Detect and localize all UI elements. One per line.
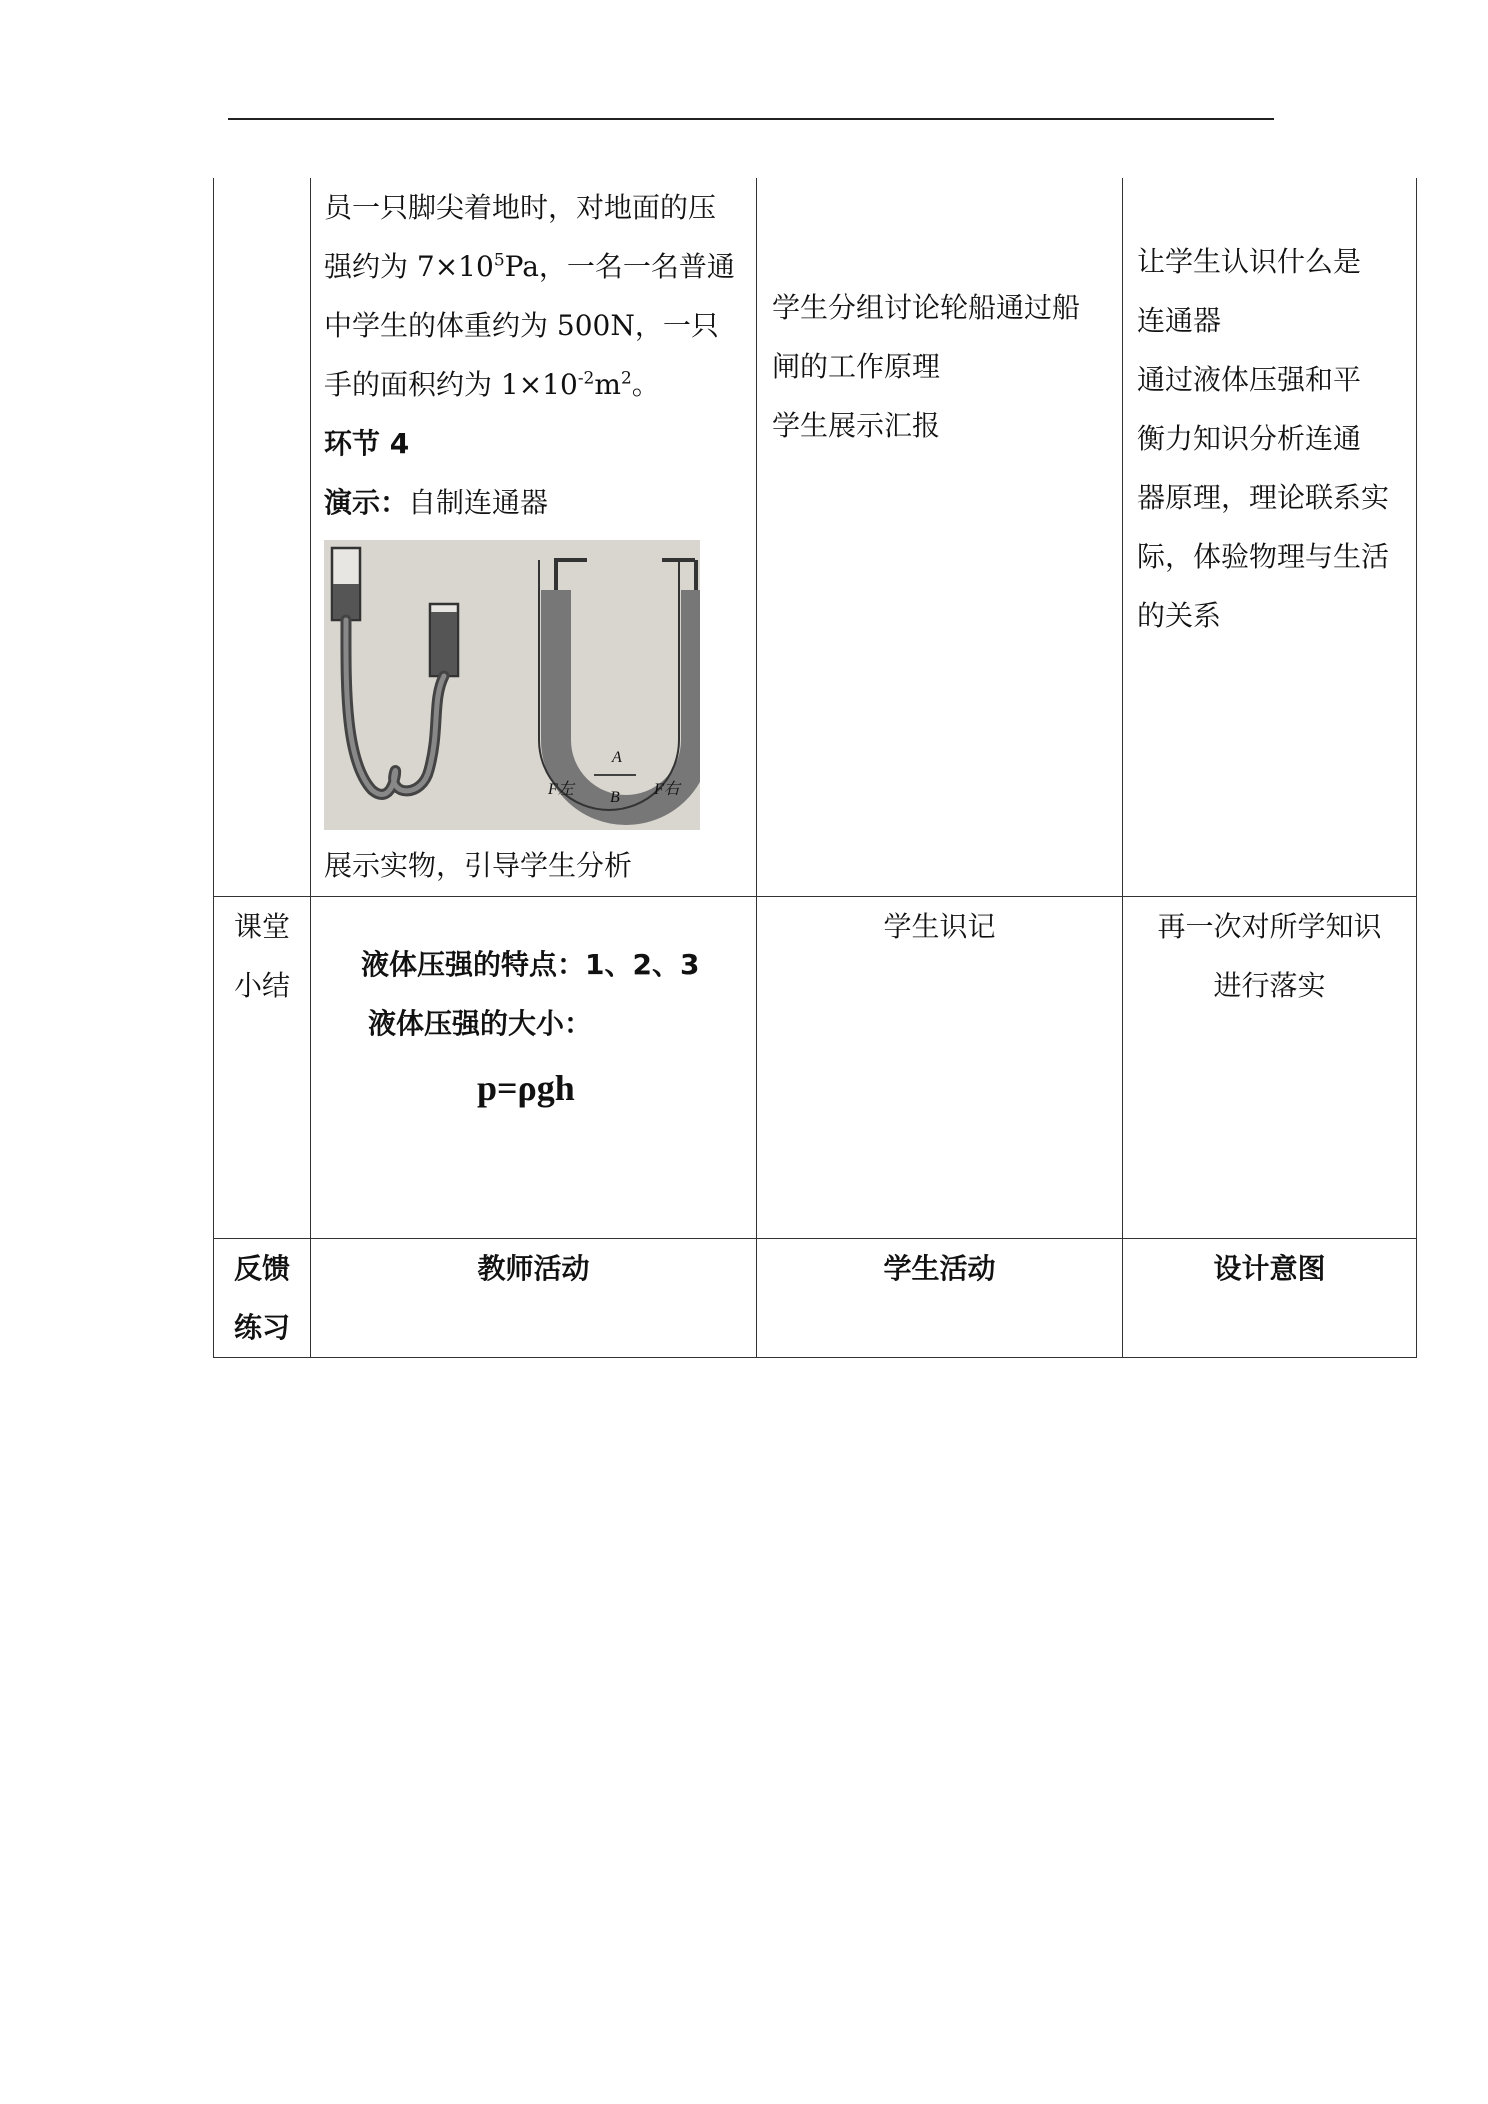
pressure-formula: p=ρgh: [477, 1068, 575, 1108]
stage-cell-empty: [214, 178, 311, 897]
svg-text:B: B: [610, 789, 620, 806]
intent-line-2: 连通器: [1137, 304, 1222, 337]
section-label: 环节 4: [324, 427, 410, 460]
teacher-line-1: 员一只脚尖着地时，对地面的压: [324, 191, 717, 224]
student-activity-cell: [757, 178, 1123, 897]
header-student-activity: 学生活动: [757, 1239, 1123, 1358]
student-line-2: 闸的工作原理: [772, 350, 941, 383]
summary-label-2: 小结: [233, 969, 290, 1002]
summary-teacher-cell: [311, 897, 757, 1239]
connected-vessel-photo: [324, 540, 700, 830]
student-line-1: 学生分组讨论轮船通过船: [772, 291, 1081, 324]
summary-row: [214, 897, 1417, 1239]
intent-line-4: 衡力知识分析连通: [1137, 422, 1362, 455]
feedback-row: [214, 1239, 1417, 1358]
intent-line-3: 通过液体压强和平: [1137, 363, 1362, 396]
svg-text:F左: F左: [548, 781, 574, 798]
demo-line: 演示：自制连通器: [324, 486, 549, 519]
feedback-label-1: 反馈: [233, 1252, 290, 1285]
summary-magnitude-line: 液体压强的大小：: [368, 1007, 593, 1040]
feedback-label-cell: [214, 1239, 311, 1358]
summary-student-text: 学生识记: [883, 910, 996, 943]
continued-row: [214, 178, 1417, 897]
summary-intent-cell: [1123, 897, 1417, 1239]
teacher-line-3: 中学生的体重约为 500N，一只: [324, 309, 719, 342]
svg-text:A: A: [612, 749, 622, 766]
summary-feature-line: 液体压强的特点：1、2、3: [361, 948, 700, 981]
svg-text:F右: F右: [654, 781, 680, 798]
summary-label-cell: [214, 897, 311, 1239]
teacher-line-2: 强约为 $7\times 10^5Pa$，一名一名普通: [324, 250, 735, 283]
intent-line-1: 让学生认识什么是: [1137, 245, 1362, 278]
after-diagram-text: 展示实物，引导学生分析: [324, 849, 633, 882]
intent-line-6: 际，体验物理与生活: [1137, 540, 1390, 573]
header-design-intent: 设计意图: [1123, 1239, 1417, 1358]
teacher-activity-cell: [311, 178, 757, 897]
summary-student-cell: [757, 897, 1123, 1239]
teacher-line-4: 手的面积约为 $1\times 10^{-2}m^2$。: [324, 368, 660, 401]
lesson-plan-table: [213, 178, 1417, 1358]
summary-intent-line-1: 再一次对所学知识: [1157, 910, 1382, 943]
summary-label-1: 课堂: [233, 910, 290, 943]
student-line-3: 学生展示汇报: [772, 409, 941, 442]
feedback-label-2: 练习: [233, 1311, 290, 1344]
design-intent-cell: [1123, 178, 1417, 897]
header-teacher-activity: 教师活动: [311, 1239, 757, 1358]
header-rule: [228, 118, 1274, 120]
intent-line-7: 的关系: [1137, 599, 1222, 632]
summary-intent-line-2: 进行落实: [1213, 969, 1326, 1002]
intent-line-5: 器原理，理论联系实: [1137, 481, 1390, 514]
